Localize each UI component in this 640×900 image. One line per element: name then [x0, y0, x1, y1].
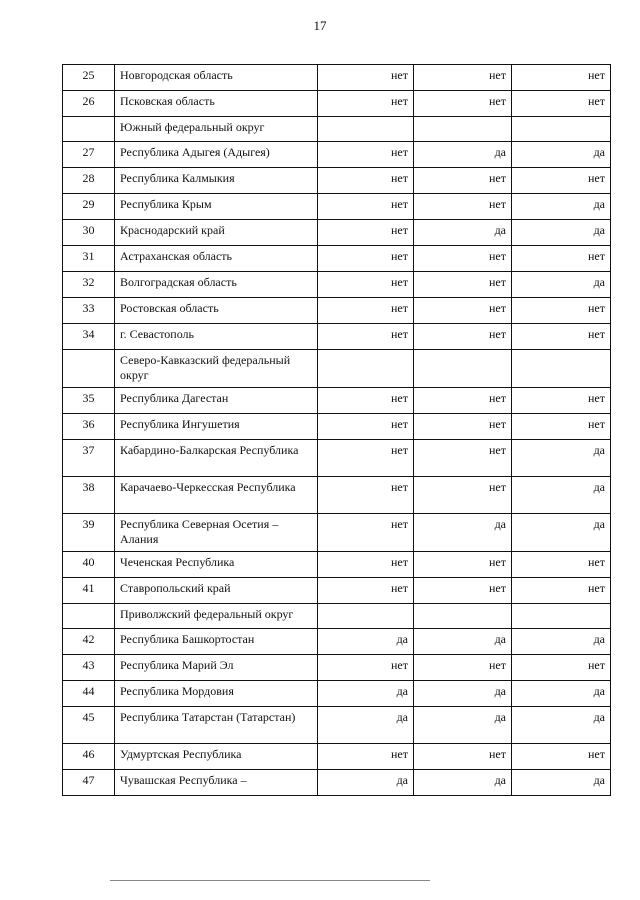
- value-cell-2: нет: [414, 246, 512, 272]
- table-row: [63, 681, 611, 707]
- value-cell-3: нет: [512, 324, 611, 350]
- row-number-cell: 43: [63, 655, 115, 681]
- value-cell-3: [512, 604, 611, 629]
- table-row: [63, 578, 611, 604]
- table-row: [63, 414, 611, 440]
- value-cell-2: нет: [414, 477, 512, 514]
- table-row: [63, 220, 611, 246]
- region-name-cell: Ростовская область: [115, 298, 318, 324]
- region-name-cell: Республика Калмыкия: [115, 168, 318, 194]
- value-cell-3: нет: [512, 298, 611, 324]
- value-cell-1: нет: [318, 414, 414, 440]
- region-name-cell: Чеченская Республика: [115, 552, 318, 578]
- value-cell-3: да: [512, 477, 611, 514]
- value-cell-1: нет: [318, 272, 414, 298]
- region-name-cell: Республика Ингушетия: [115, 414, 318, 440]
- section-name-cell: Северо-Кавказский федеральный округ: [115, 350, 318, 388]
- value-cell-2: да: [414, 629, 512, 655]
- value-cell-1: нет: [318, 142, 414, 168]
- table-row: [63, 514, 611, 552]
- page-number: 17: [313, 18, 327, 33]
- value-cell-1: нет: [318, 655, 414, 681]
- row-number-cell: 31: [63, 246, 115, 272]
- page-bottom-rule: [110, 880, 430, 881]
- value-cell-2: нет: [414, 655, 512, 681]
- value-cell-3: да: [512, 194, 611, 220]
- value-cell-1: нет: [318, 168, 414, 194]
- value-cell-1: да: [318, 707, 414, 744]
- value-cell-1: нет: [318, 514, 414, 552]
- value-cell-3: да: [512, 440, 611, 477]
- region-name-cell: Республика Дагестан: [115, 388, 318, 414]
- region-name-cell: Республика Башкортостан: [115, 629, 318, 655]
- value-cell-2: нет: [414, 552, 512, 578]
- regions-table-body: [63, 65, 611, 796]
- value-cell-1: нет: [318, 552, 414, 578]
- value-cell-1: нет: [318, 194, 414, 220]
- region-name-cell: Удмуртская Республика: [115, 744, 318, 770]
- table-row: [63, 440, 611, 477]
- table-row: [63, 388, 611, 414]
- row-number-cell: 25: [63, 65, 115, 91]
- row-number-cell: 34: [63, 324, 115, 350]
- value-cell-2: нет: [414, 324, 512, 350]
- region-name-cell: Республика Адыгея (Адыгея): [115, 142, 318, 168]
- row-number-cell: 45: [63, 707, 115, 744]
- value-cell-2: да: [414, 142, 512, 168]
- value-cell-3: нет: [512, 744, 611, 770]
- section-row: [63, 117, 611, 142]
- row-number-cell: 42: [63, 629, 115, 655]
- value-cell-2: [414, 350, 512, 388]
- value-cell-1: [318, 350, 414, 388]
- row-number-cell: 27: [63, 142, 115, 168]
- value-cell-3: нет: [512, 578, 611, 604]
- value-cell-2: да: [414, 770, 512, 796]
- value-cell-1: да: [318, 629, 414, 655]
- row-number-cell: 26: [63, 91, 115, 117]
- value-cell-2: нет: [414, 298, 512, 324]
- region-name-cell: Республика Татарстан (Татарстан): [115, 707, 318, 744]
- table-row: [63, 744, 611, 770]
- table-row: [63, 142, 611, 168]
- row-number-cell: 29: [63, 194, 115, 220]
- row-number-cell: 30: [63, 220, 115, 246]
- row-number-cell: 39: [63, 514, 115, 552]
- value-cell-3: нет: [512, 65, 611, 91]
- value-cell-2: нет: [414, 91, 512, 117]
- section-row: [63, 350, 611, 388]
- value-cell-1: [318, 117, 414, 142]
- value-cell-2: нет: [414, 272, 512, 298]
- row-number-cell: 46: [63, 744, 115, 770]
- table-row: [63, 629, 611, 655]
- region-name-cell: Республика Мордовия: [115, 681, 318, 707]
- row-number-cell: [63, 604, 115, 629]
- value-cell-2: нет: [414, 168, 512, 194]
- value-cell-3: нет: [512, 552, 611, 578]
- row-number-cell: [63, 350, 115, 388]
- value-cell-1: нет: [318, 388, 414, 414]
- row-number-cell: 33: [63, 298, 115, 324]
- value-cell-3: да: [512, 770, 611, 796]
- value-cell-2: да: [414, 707, 512, 744]
- row-number-cell: 28: [63, 168, 115, 194]
- table-row: [63, 272, 611, 298]
- table-row: [63, 707, 611, 744]
- value-cell-3: да: [512, 681, 611, 707]
- section-name-cell: Южный федеральный округ: [115, 117, 318, 142]
- value-cell-3: нет: [512, 388, 611, 414]
- value-cell-3: да: [512, 220, 611, 246]
- value-cell-1: нет: [318, 298, 414, 324]
- table-row: [63, 655, 611, 681]
- table-row: [63, 298, 611, 324]
- value-cell-1: нет: [318, 246, 414, 272]
- value-cell-3: нет: [512, 91, 611, 117]
- table-row: [63, 168, 611, 194]
- region-name-cell: Краснодарский край: [115, 220, 318, 246]
- region-name-cell: Астраханская область: [115, 246, 318, 272]
- value-cell-3: нет: [512, 655, 611, 681]
- table-row: [63, 477, 611, 514]
- value-cell-1: нет: [318, 578, 414, 604]
- value-cell-3: да: [512, 272, 611, 298]
- table-row: [63, 91, 611, 117]
- value-cell-1: нет: [318, 324, 414, 350]
- table-row: [63, 246, 611, 272]
- region-name-cell: Карачаево-Черкесская Республика: [115, 477, 318, 514]
- row-number-cell: 36: [63, 414, 115, 440]
- value-cell-3: нет: [512, 168, 611, 194]
- value-cell-3: нет: [512, 414, 611, 440]
- value-cell-1: нет: [318, 220, 414, 246]
- value-cell-2: нет: [414, 65, 512, 91]
- regions-table: [62, 64, 611, 796]
- row-number-cell: 40: [63, 552, 115, 578]
- region-name-cell: Псковская область: [115, 91, 318, 117]
- row-number-cell: 47: [63, 770, 115, 796]
- value-cell-1: нет: [318, 65, 414, 91]
- table-row: [63, 324, 611, 350]
- value-cell-2: [414, 117, 512, 142]
- row-number-cell: 44: [63, 681, 115, 707]
- row-number-cell: [63, 117, 115, 142]
- region-name-cell: Чувашская Республика –: [115, 770, 318, 796]
- value-cell-3: да: [512, 629, 611, 655]
- value-cell-1: да: [318, 681, 414, 707]
- value-cell-3: нет: [512, 246, 611, 272]
- value-cell-2: нет: [414, 578, 512, 604]
- value-cell-2: [414, 604, 512, 629]
- region-name-cell: Республика Крым: [115, 194, 318, 220]
- table-row: [63, 552, 611, 578]
- region-name-cell: Республика Северная Осетия – Алания: [115, 514, 318, 552]
- row-number-cell: 37: [63, 440, 115, 477]
- region-name-cell: Новгородская область: [115, 65, 318, 91]
- region-name-cell: Кабардино-Балкарская Республика: [115, 440, 318, 477]
- table-row: [63, 770, 611, 796]
- value-cell-3: да: [512, 707, 611, 744]
- value-cell-3: да: [512, 142, 611, 168]
- value-cell-3: [512, 350, 611, 388]
- table-row: [63, 65, 611, 91]
- section-name-cell: Приволжский федеральный округ: [115, 604, 318, 629]
- value-cell-3: [512, 117, 611, 142]
- row-number-cell: 35: [63, 388, 115, 414]
- value-cell-1: нет: [318, 91, 414, 117]
- value-cell-2: да: [414, 681, 512, 707]
- value-cell-2: да: [414, 220, 512, 246]
- value-cell-2: нет: [414, 388, 512, 414]
- value-cell-1: [318, 604, 414, 629]
- row-number-cell: 41: [63, 578, 115, 604]
- value-cell-2: нет: [414, 414, 512, 440]
- value-cell-2: нет: [414, 440, 512, 477]
- table-row: [63, 194, 611, 220]
- value-cell-2: да: [414, 514, 512, 552]
- region-name-cell: Волгоградская область: [115, 272, 318, 298]
- value-cell-1: нет: [318, 477, 414, 514]
- value-cell-2: нет: [414, 744, 512, 770]
- value-cell-3: да: [512, 514, 611, 552]
- value-cell-2: нет: [414, 194, 512, 220]
- region-name-cell: Республика Марий Эл: [115, 655, 318, 681]
- region-name-cell: г. Севастополь: [115, 324, 318, 350]
- region-name-cell: Ставропольский край: [115, 578, 318, 604]
- value-cell-1: да: [318, 770, 414, 796]
- section-row: [63, 604, 611, 629]
- row-number-cell: 32: [63, 272, 115, 298]
- value-cell-1: нет: [318, 744, 414, 770]
- row-number-cell: 38: [63, 477, 115, 514]
- value-cell-1: нет: [318, 440, 414, 477]
